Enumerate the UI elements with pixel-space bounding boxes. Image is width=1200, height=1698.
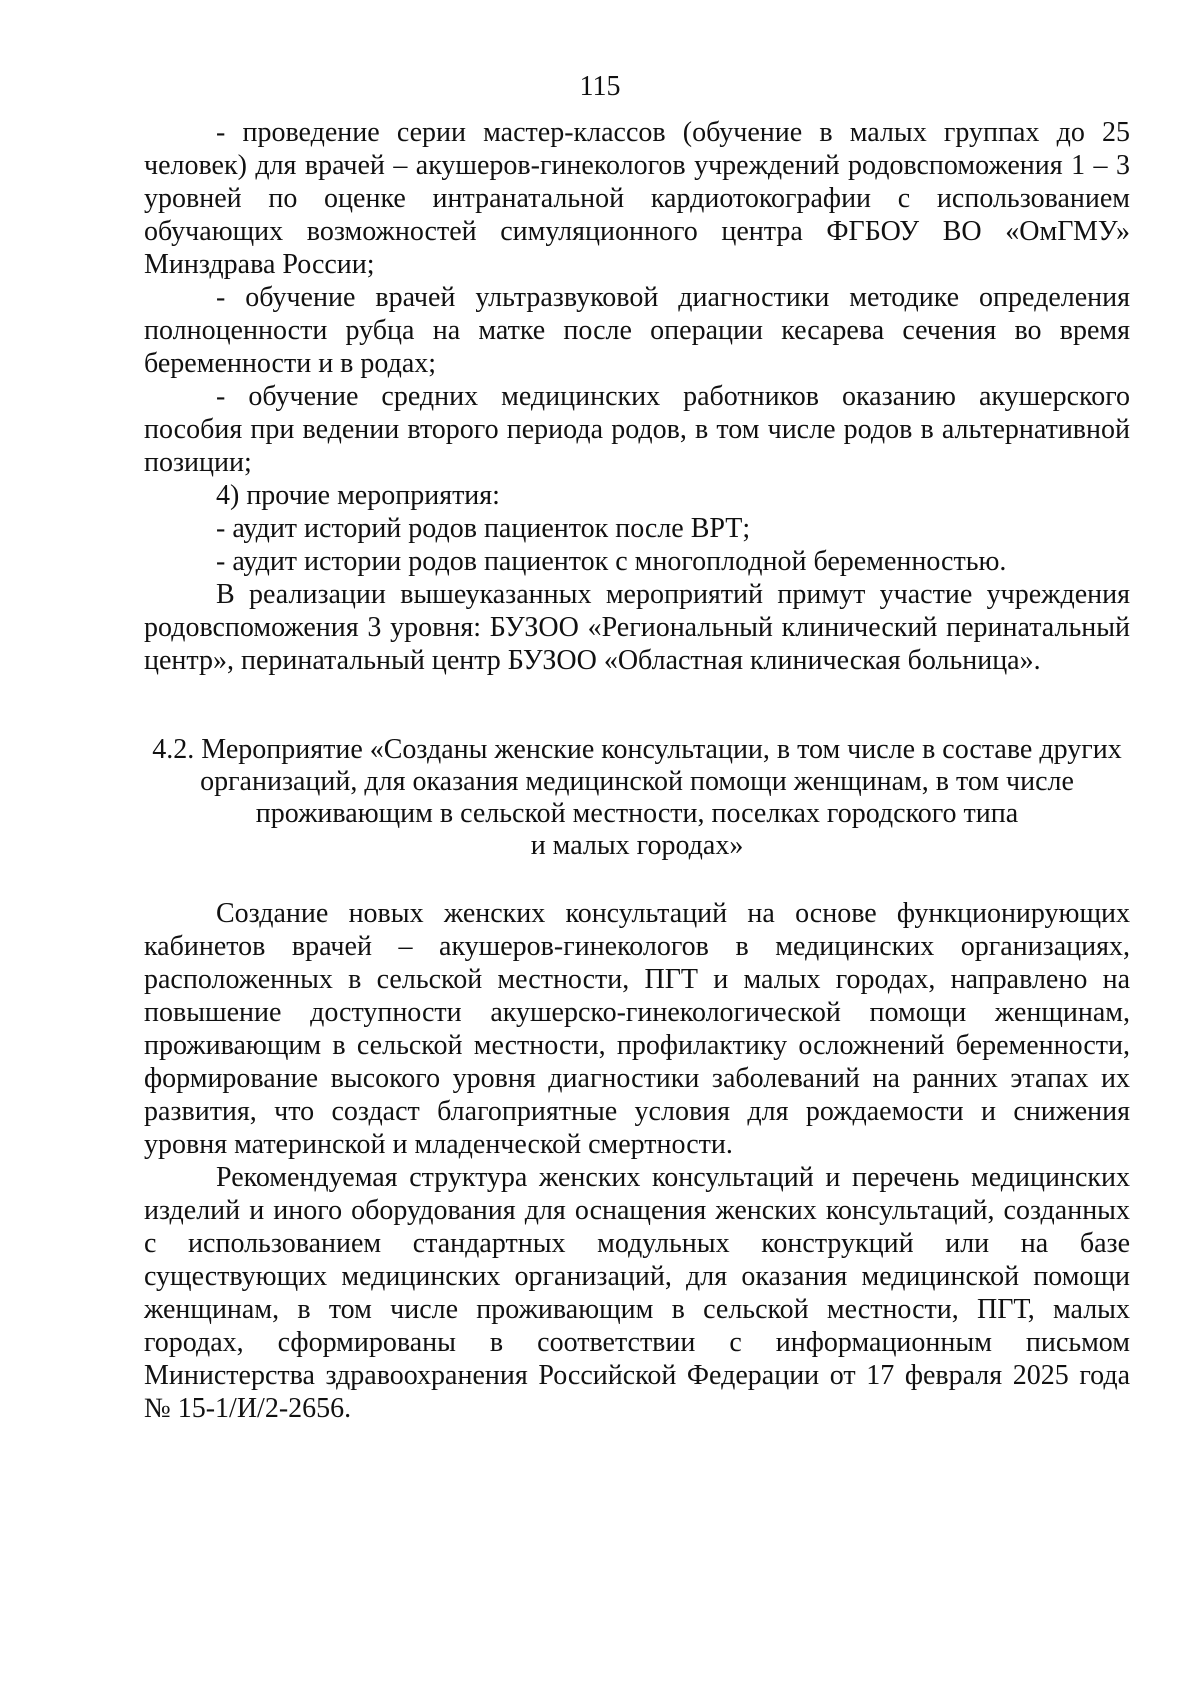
paragraph-master-classes: - проведение серии мастер-классов (обучение в малых группах до 25 человек) для врачей – акушеров-гинекологов учреждений родовспоможения 1 – 3 уровней по оценке интранатальной кардиотокографии с использованием обучающих возможностей симуляционного центра ФГБОУ ВО «ОмГМУ» Минздрава России; [144,117,1130,280]
paragraph-audit-multiple: - аудит истории родов пациенток с многоплодной беременностью. [216,546,1007,577]
section-heading-line: 4.2. Мероприятие «Созданы женские консультации, в том числе в составе других [152,734,1122,765]
paragraph-new-clinics: Создание новых женских консультаций на основе функционирующих кабинетов врачей – акушеров-гинекологов в медицинских организациях, расположенных в сельской местности, ПГТ и малых городах, направлено на повышение доступности акушерско-гинекологической помощи женщинам, проживающим в сельской местности, профилактику осложнений беременности, формирование высокого уровня диагностики заболеваний на ранних этапах их развития, что создаст благоприятные условия для рождаемости и снижения уровня материнской и младенческой смертности. [144,898,1130,1160]
paragraph-midlevel-training: - обучение средних медицинских работников оказанию акушерского пособия при ведении второго периода родов, в том числе родов в альтернативной позиции; [144,381,1130,478]
paragraph-recommended-structure: Рекомендуемая структура женских консультаций и перечень медицинских изделий и иного оборудования для оснащения женских консультаций, созданных с использованием стандартных модульных конструкций или на базе существующих медицинских организаций, для оказания медицинской помощи женщинам, в том числе проживающим в сельской местности, ПГТ, малых городах, сформированы в соответствии с информационным письмом Министерства здравоохранения Российской Федерации от 17 февраля 2025 года № 15-1/И/2-2656. [144,1162,1130,1424]
section-heading-line: и малых городах» [530,830,744,861]
paragraph-ultrasound-training: - обучение врачей ультразвуковой диагностики методике определения полноценности рубца на матке после операции кесарева сечения во время беременности и в родах; [144,282,1130,379]
top-text-block [144,116,1130,677]
section-heading-line: организаций, для оказания медицинской помощи женщинам, в том числе [200,766,1074,797]
page-number: 115 [579,71,621,102]
paragraph-audit-art: - аудит историй родов пациенток после ВРТ; [216,513,751,544]
paragraph-participants: В реализации вышеуказанных мероприятий примут участие учреждения родовспоможения 3 уровня: БУЗОО «Региональный клинический перинатальный центр», перинатальный центр БУЗОО «Областная клиническая больница». [144,579,1130,676]
bottom-text-block [144,897,1130,1425]
section-heading [144,734,1130,862]
paragraph-other-measures: 4) прочие мероприятия: [216,480,500,511]
section-heading-line: проживающим в сельской местности, поселках городского типа [255,798,1019,829]
